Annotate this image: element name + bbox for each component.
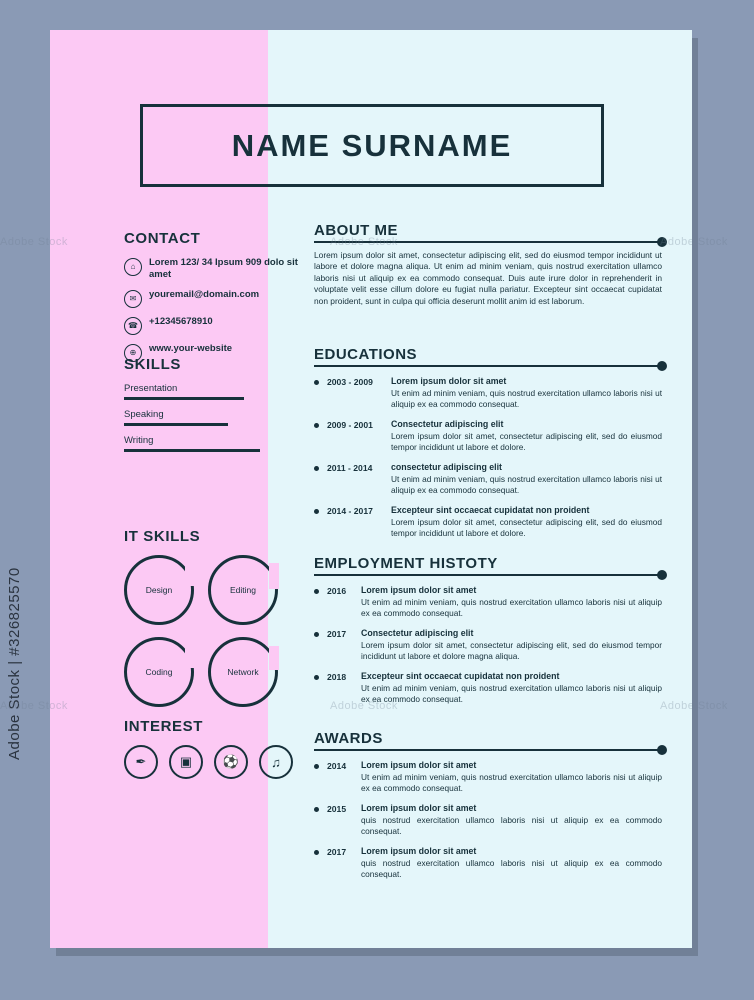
contact-website: www.your-website — [149, 343, 233, 354]
skill-item — [124, 409, 324, 426]
employment-entry — [314, 671, 662, 705]
interest-section — [124, 718, 324, 779]
entry-year: 2015 — [327, 804, 347, 814]
contact-section — [124, 230, 324, 370]
educations-title: EDUCATIONS — [314, 346, 418, 363]
watermark: Adobe Stock — [330, 700, 398, 712]
resume-page — [50, 30, 692, 948]
skill-bar — [124, 449, 260, 452]
page-title: NAME SURNAME — [231, 127, 513, 163]
phone-icon: ☎ — [124, 317, 142, 335]
it-skill-ring — [124, 555, 194, 625]
it-skill-label: Editing — [230, 585, 256, 595]
about-section — [314, 222, 662, 307]
education-entry — [314, 376, 662, 410]
entry-year: 2017 — [327, 629, 347, 639]
rule-dot — [657, 237, 667, 247]
it-skills-rings — [124, 555, 314, 707]
educations-section — [314, 346, 662, 548]
entry-heading: Consectetur adipiscing elit — [391, 419, 504, 429]
bullet-icon — [314, 850, 319, 855]
entry-body: quis nostrud exercitation ullamco laboris nisi ut aliquip ex ea commodo consequat. — [361, 815, 662, 836]
interest-icons — [124, 745, 324, 779]
section-rule — [314, 574, 662, 576]
skill-bar — [124, 423, 228, 426]
bullet-icon — [314, 423, 319, 428]
rule-dot — [657, 570, 667, 580]
watermark: Adobe Stock — [660, 700, 728, 712]
educations-header — [314, 346, 662, 364]
entry-heading: Lorem ipsum dolor sit amet — [391, 376, 507, 386]
awards-header — [314, 730, 662, 748]
employment-entry — [314, 628, 662, 662]
it-skill-ring — [208, 555, 278, 625]
watermark: Adobe Stock — [660, 236, 728, 248]
entry-body: Lorem ipsum dolor sit amet, consectetur adipiscing elit, sed do eiusmod tempor incididunt ut labore et dolore magna aliqua. — [361, 640, 662, 661]
bullet-icon — [314, 764, 319, 769]
football-icon: ⚽ — [214, 745, 248, 779]
bullet-icon — [314, 589, 319, 594]
bullet-icon — [314, 632, 319, 637]
it-skills-section — [124, 528, 324, 707]
it-skill-label: Design — [145, 585, 173, 595]
about-header — [314, 222, 662, 240]
entry-body: Ut enim ad minim veniam, quis nostrud exercitation ullamco laboris nisi ut aliquip ex ea commodo consequat. — [361, 772, 662, 793]
skill-item — [124, 383, 324, 400]
employment-header — [314, 555, 662, 573]
it-skill-label: Network — [227, 667, 259, 677]
bullet-icon — [314, 509, 319, 514]
education-entry — [314, 462, 662, 496]
skill-label: Speaking — [124, 409, 164, 420]
entry-year: 2017 — [327, 847, 347, 857]
entry-body: Ut enim ad minim veniam, quis nostrud exercitation ullamco laboris nisi ut aliquip ex ea commodo consequat. — [361, 597, 662, 618]
pen-icon: ✒ — [124, 745, 158, 779]
entry-year: 2003 - 2009 — [327, 377, 373, 387]
education-entry — [314, 505, 662, 539]
bullet-icon — [314, 675, 319, 680]
entry-body: Ut enim ad minim veniam, quis nostrud exercitation ullamco laboris nisi ut aliquip ex ea commodo consequat. — [391, 388, 662, 409]
skills-section — [124, 356, 324, 461]
employment-entry — [314, 585, 662, 619]
globe-icon: ⊕ — [124, 344, 142, 362]
watermark: Adobe Stock — [0, 700, 68, 712]
entry-body: quis nostrud exercitation ullamco laboris nisi ut aliquip ex ea commodo consequat. — [361, 858, 662, 879]
contact-email: youremail@domain.com — [149, 289, 260, 300]
camera-icon: ▣ — [169, 745, 203, 779]
contact-item[interactable] — [124, 289, 324, 308]
skills-title: SKILLS — [124, 356, 181, 373]
name-banner — [140, 104, 604, 187]
it-skill-ring — [124, 637, 194, 707]
award-entry — [314, 760, 662, 794]
awards-section — [314, 730, 662, 889]
entry-heading: Lorem ipsum dolor sit amet — [361, 760, 477, 770]
education-entry — [314, 419, 662, 453]
contact-address: Lorem 123/ 34 Ipsum 909 dolo sit amet — [149, 257, 298, 280]
entry-year: 2009 - 2001 — [327, 420, 373, 430]
skill-bar — [124, 397, 244, 400]
bullet-icon — [314, 466, 319, 471]
entry-year: 2016 — [327, 586, 347, 596]
award-entry — [314, 846, 662, 880]
it-skill-label: Coding — [145, 667, 173, 677]
contact-title: CONTACT — [124, 230, 201, 247]
headphones-icon: ♫ — [259, 745, 293, 779]
contact-item[interactable] — [124, 257, 324, 281]
about-text: Lorem ipsum dolor sit amet, consectetur adipiscing elit, sed do eiusmod tempor incididunt ut labore et dolore magna aliqua. Ut enim ad minim veniam, quis nostrud exercitation ullamco laboris nisi ut aliquip ex ea commodo consequat. Duis aute irure dolor in reprehenderit in voluptate velit esse cillum dolore eu fugiat nulla pariatur. Excepteur sint occaecat cupidatat non proident, sunt in culpa qui officia deserunt mollit anim id est laborum. — [314, 250, 662, 306]
employment-section — [314, 555, 662, 714]
entry-year: 2011 - 2014 — [327, 463, 373, 473]
entry-body: Ut enim ad minim veniam, quis nostrud exercitation ullamco laboris nisi ut aliquip ex ea commodo consequat. — [361, 683, 662, 704]
entry-heading: Lorem ipsum dolor sit amet — [361, 803, 477, 813]
entry-body: Lorem ipsum dolor sit amet, consectetur adipiscing elit, sed do eiusmod tempor incididunt ut labore et dolore. — [391, 431, 662, 452]
bullet-icon — [314, 807, 319, 812]
skill-item — [124, 435, 324, 452]
section-rule — [314, 365, 662, 367]
section-rule — [314, 241, 662, 243]
stock-id-label: Adobe Stock | #326825570 — [6, 567, 23, 760]
entry-heading: Consectetur adipiscing elit — [361, 628, 474, 638]
employment-title: EMPLOYMENT HISTOTY — [314, 555, 498, 572]
entry-body: Ut enim ad minim veniam, quis nostrud exercitation ullamco laboris nisi ut aliquip ex ea commodo consequat. — [391, 474, 662, 495]
entry-heading: Lorem ipsum dolor sit amet — [361, 585, 477, 595]
entry-body: Lorem ipsum dolor sit amet, consectetur adipiscing elit, sed do eiusmod tempor incididunt ut labore et dolore. — [391, 517, 662, 538]
entry-heading: Lorem ipsum dolor sit amet — [361, 846, 477, 856]
entry-year: 2014 — [327, 761, 347, 771]
mail-icon: ✉ — [124, 290, 142, 308]
entry-heading: consectetur adipiscing elit — [391, 462, 502, 472]
contact-item[interactable] — [124, 316, 324, 335]
section-rule — [314, 749, 662, 751]
watermark: Adobe Stock — [0, 236, 68, 248]
rule-dot — [657, 745, 667, 755]
watermark: Adobe Stock — [330, 236, 398, 248]
home-icon: ⌂ — [124, 258, 142, 276]
contact-phone: +12345678910 — [149, 316, 213, 327]
it-skills-title: IT SKILLS — [124, 528, 201, 545]
bullet-icon — [314, 380, 319, 385]
entry-heading: Excepteur sint occaecat cupidatat non proident — [361, 671, 560, 681]
entry-heading: Excepteur sint occaecat cupidatat non proident — [391, 505, 590, 515]
award-entry — [314, 803, 662, 837]
entry-year: 2018 — [327, 672, 347, 682]
interest-title: INTEREST — [124, 718, 203, 735]
awards-title: AWARDS — [314, 730, 383, 747]
entry-year: 2014 - 2017 — [327, 506, 373, 516]
about-title: ABOUT ME — [314, 222, 398, 239]
rule-dot — [657, 361, 667, 371]
skill-label: Presentation — [124, 383, 178, 394]
skill-label: Writing — [124, 435, 154, 446]
it-skill-ring — [208, 637, 278, 707]
